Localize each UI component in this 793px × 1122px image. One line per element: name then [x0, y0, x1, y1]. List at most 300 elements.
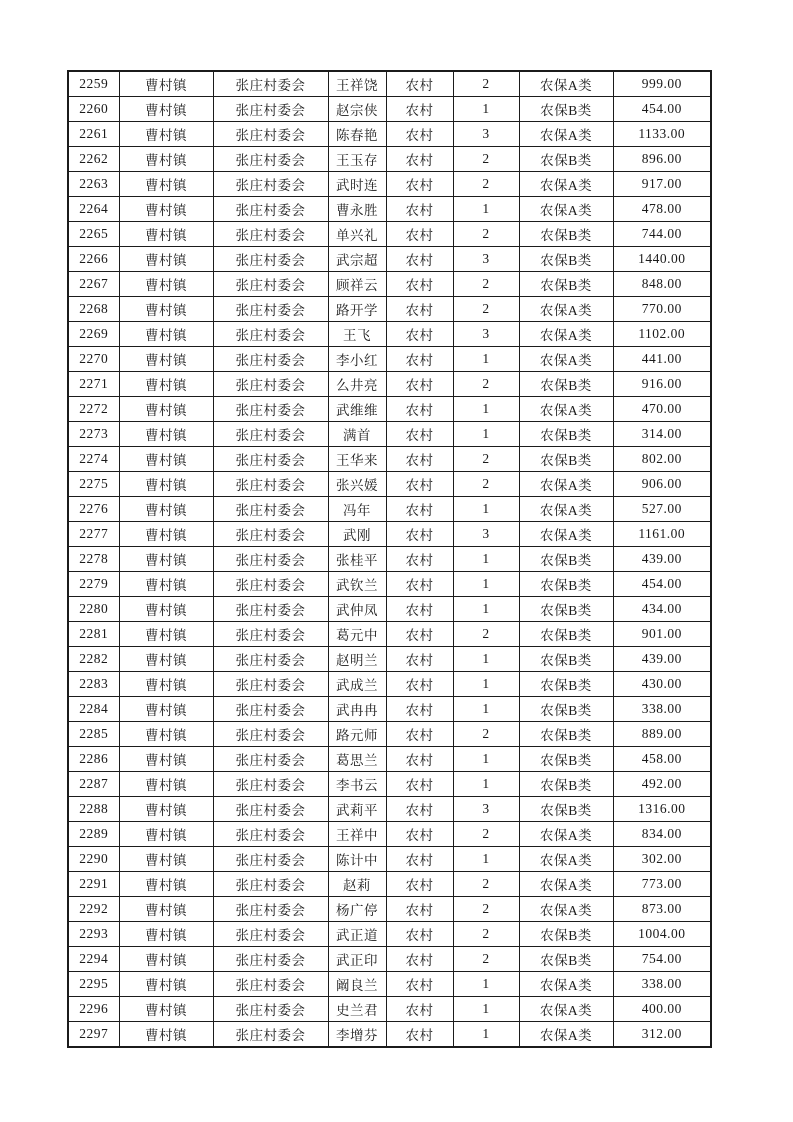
cell-amount: 754.00 [613, 947, 711, 972]
table-row [68, 372, 711, 397]
cell-person-count: 1 [453, 972, 519, 997]
cell-insurance-category: 农保B类 [519, 372, 613, 397]
cell-town: 曹村镇 [119, 172, 213, 197]
cell-person-count: 2 [453, 71, 519, 97]
cell-amount: 430.00 [613, 672, 711, 697]
cell-person-count: 2 [453, 222, 519, 247]
cell-insurance-category: 农保A类 [519, 847, 613, 872]
table-row [68, 347, 711, 372]
cell-person-count: 1 [453, 647, 519, 672]
cell-residence-type: 农村 [386, 272, 453, 297]
cell-person-count: 2 [453, 822, 519, 847]
cell-town: 曹村镇 [119, 722, 213, 747]
cell-person-count: 1 [453, 547, 519, 572]
cell-serial-number: 2267 [68, 272, 119, 297]
cell-town: 曹村镇 [119, 472, 213, 497]
table-row [68, 322, 711, 347]
cell-town: 曹村镇 [119, 247, 213, 272]
cell-person-count: 1 [453, 772, 519, 797]
cell-person-count: 2 [453, 947, 519, 972]
cell-town: 曹村镇 [119, 547, 213, 572]
cell-village-committee: 张庄村委会 [213, 122, 328, 147]
cell-insurance-category: 农保A类 [519, 872, 613, 897]
cell-town: 曹村镇 [119, 847, 213, 872]
cell-person-count: 2 [453, 147, 519, 172]
cell-insurance-category: 农保B类 [519, 697, 613, 722]
cell-village-committee: 张庄村委会 [213, 897, 328, 922]
table-row [68, 797, 711, 822]
table-row [68, 897, 711, 922]
cell-amount: 901.00 [613, 622, 711, 647]
table-row [68, 447, 711, 472]
cell-residence-type: 农村 [386, 847, 453, 872]
cell-serial-number: 2260 [68, 97, 119, 122]
cell-person-count: 2 [453, 722, 519, 747]
cell-village-committee: 张庄村委会 [213, 972, 328, 997]
cell-serial-number: 2296 [68, 997, 119, 1022]
cell-serial-number: 2263 [68, 172, 119, 197]
cell-person-name: 李增芬 [328, 1022, 386, 1048]
cell-person-count: 3 [453, 797, 519, 822]
cell-person-count: 1 [453, 497, 519, 522]
cell-amount: 802.00 [613, 447, 711, 472]
cell-person-name: 单兴礼 [328, 222, 386, 247]
cell-residence-type: 农村 [386, 947, 453, 972]
cell-residence-type: 农村 [386, 622, 453, 647]
cell-serial-number: 2264 [68, 197, 119, 222]
cell-residence-type: 农村 [386, 522, 453, 547]
cell-village-committee: 张庄村委会 [213, 872, 328, 897]
cell-residence-type: 农村 [386, 122, 453, 147]
cell-person-name: 王祥饶 [328, 71, 386, 97]
cell-town: 曹村镇 [119, 322, 213, 347]
table-row [68, 472, 711, 497]
cell-insurance-category: 农保A类 [519, 397, 613, 422]
cell-amount: 744.00 [613, 222, 711, 247]
cell-person-name: 杨广停 [328, 897, 386, 922]
cell-residence-type: 农村 [386, 547, 453, 572]
cell-town: 曹村镇 [119, 772, 213, 797]
cell-person-count: 1 [453, 847, 519, 872]
table-row [68, 872, 711, 897]
cell-town: 曹村镇 [119, 222, 213, 247]
cell-town: 曹村镇 [119, 147, 213, 172]
cell-serial-number: 2284 [68, 697, 119, 722]
cell-residence-type: 农村 [386, 447, 453, 472]
cell-residence-type: 农村 [386, 472, 453, 497]
cell-insurance-category: 农保A类 [519, 122, 613, 147]
cell-town: 曹村镇 [119, 572, 213, 597]
cell-insurance-category: 农保A类 [519, 172, 613, 197]
cell-insurance-category: 农保B类 [519, 947, 613, 972]
cell-person-count: 1 [453, 697, 519, 722]
cell-amount: 1161.00 [613, 522, 711, 547]
cell-town: 曹村镇 [119, 672, 213, 697]
cell-serial-number: 2285 [68, 722, 119, 747]
cell-town: 曹村镇 [119, 447, 213, 472]
table-row [68, 522, 711, 547]
cell-person-name: 葛元中 [328, 622, 386, 647]
cell-serial-number: 2272 [68, 397, 119, 422]
table-row [68, 71, 711, 97]
table-body [68, 71, 711, 1047]
cell-residence-type: 农村 [386, 697, 453, 722]
cell-town: 曹村镇 [119, 622, 213, 647]
table-row [68, 497, 711, 522]
cell-village-committee: 张庄村委会 [213, 797, 328, 822]
cell-town: 曹村镇 [119, 497, 213, 522]
cell-amount: 454.00 [613, 97, 711, 122]
cell-village-committee: 张庄村委会 [213, 697, 328, 722]
cell-village-committee: 张庄村委会 [213, 847, 328, 872]
cell-person-name: 武冉冉 [328, 697, 386, 722]
cell-residence-type: 农村 [386, 97, 453, 122]
table-row [68, 847, 711, 872]
cell-residence-type: 农村 [386, 822, 453, 847]
cell-insurance-category: 农保B类 [519, 547, 613, 572]
cell-person-count: 1 [453, 997, 519, 1022]
cell-insurance-category: 农保A类 [519, 822, 613, 847]
pension-roster-table [67, 70, 712, 1048]
cell-village-committee: 张庄村委会 [213, 947, 328, 972]
cell-person-name: 武宗超 [328, 247, 386, 272]
cell-amount: 527.00 [613, 497, 711, 522]
cell-village-committee: 张庄村委会 [213, 297, 328, 322]
cell-residence-type: 农村 [386, 71, 453, 97]
cell-person-name: 武维维 [328, 397, 386, 422]
cell-person-name: 史兰君 [328, 997, 386, 1022]
cell-village-committee: 张庄村委会 [213, 172, 328, 197]
cell-village-committee: 张庄村委会 [213, 922, 328, 947]
table-row [68, 422, 711, 447]
cell-insurance-category: 农保A类 [519, 522, 613, 547]
cell-insurance-category: 农保B类 [519, 647, 613, 672]
cell-amount: 302.00 [613, 847, 711, 872]
cell-amount: 1316.00 [613, 797, 711, 822]
table-row [68, 97, 711, 122]
cell-amount: 439.00 [613, 547, 711, 572]
cell-amount: 848.00 [613, 272, 711, 297]
cell-insurance-category: 农保B类 [519, 797, 613, 822]
cell-serial-number: 2286 [68, 747, 119, 772]
cell-insurance-category: 农保B类 [519, 622, 613, 647]
cell-amount: 439.00 [613, 647, 711, 672]
cell-serial-number: 2295 [68, 972, 119, 997]
cell-town: 曹村镇 [119, 522, 213, 547]
cell-person-count: 1 [453, 97, 519, 122]
cell-person-name: 王玉存 [328, 147, 386, 172]
cell-amount: 770.00 [613, 297, 711, 322]
table-row [68, 222, 711, 247]
cell-person-count: 1 [453, 397, 519, 422]
cell-town: 曹村镇 [119, 347, 213, 372]
cell-person-name: 阚良兰 [328, 972, 386, 997]
cell-residence-type: 农村 [386, 572, 453, 597]
cell-serial-number: 2274 [68, 447, 119, 472]
cell-residence-type: 农村 [386, 797, 453, 822]
cell-person-name: 李书云 [328, 772, 386, 797]
cell-town: 曹村镇 [119, 797, 213, 822]
cell-serial-number: 2283 [68, 672, 119, 697]
cell-person-count: 1 [453, 672, 519, 697]
cell-insurance-category: 农保A类 [519, 71, 613, 97]
cell-village-committee: 张庄村委会 [213, 672, 328, 697]
cell-residence-type: 农村 [386, 872, 453, 897]
cell-village-committee: 张庄村委会 [213, 647, 328, 672]
cell-serial-number: 2293 [68, 922, 119, 947]
cell-town: 曹村镇 [119, 122, 213, 147]
cell-town: 曹村镇 [119, 897, 213, 922]
cell-amount: 773.00 [613, 872, 711, 897]
cell-amount: 873.00 [613, 897, 711, 922]
cell-serial-number: 2261 [68, 122, 119, 147]
table-row [68, 622, 711, 647]
cell-amount: 434.00 [613, 597, 711, 622]
cell-residence-type: 农村 [386, 922, 453, 947]
cell-village-committee: 张庄村委会 [213, 222, 328, 247]
cell-person-count: 2 [453, 622, 519, 647]
cell-serial-number: 2276 [68, 497, 119, 522]
cell-insurance-category: 农保A类 [519, 897, 613, 922]
cell-person-count: 1 [453, 1022, 519, 1048]
cell-village-committee: 张庄村委会 [213, 422, 328, 447]
cell-town: 曹村镇 [119, 97, 213, 122]
cell-village-committee: 张庄村委会 [213, 322, 328, 347]
cell-town: 曹村镇 [119, 297, 213, 322]
cell-amount: 441.00 [613, 347, 711, 372]
table-row [68, 647, 711, 672]
cell-person-count: 2 [453, 447, 519, 472]
table-row [68, 772, 711, 797]
cell-insurance-category: 农保A类 [519, 322, 613, 347]
cell-residence-type: 农村 [386, 197, 453, 222]
cell-residence-type: 农村 [386, 997, 453, 1022]
table-row [68, 147, 711, 172]
cell-village-committee: 张庄村委会 [213, 822, 328, 847]
cell-insurance-category: 农保B类 [519, 272, 613, 297]
cell-village-committee: 张庄村委会 [213, 71, 328, 97]
cell-village-committee: 张庄村委会 [213, 747, 328, 772]
cell-serial-number: 2279 [68, 572, 119, 597]
cell-residence-type: 农村 [386, 247, 453, 272]
cell-serial-number: 2291 [68, 872, 119, 897]
cell-person-count: 2 [453, 472, 519, 497]
table-row [68, 547, 711, 572]
cell-residence-type: 农村 [386, 147, 453, 172]
cell-person-name: 武正道 [328, 922, 386, 947]
cell-person-name: 路元师 [328, 722, 386, 747]
cell-serial-number: 2288 [68, 797, 119, 822]
cell-town: 曹村镇 [119, 872, 213, 897]
cell-person-name: 陈计中 [328, 847, 386, 872]
cell-town: 曹村镇 [119, 422, 213, 447]
cell-amount: 454.00 [613, 572, 711, 597]
cell-amount: 470.00 [613, 397, 711, 422]
cell-person-name: 么井亮 [328, 372, 386, 397]
cell-person-count: 2 [453, 922, 519, 947]
table-row [68, 597, 711, 622]
table-row [68, 747, 711, 772]
cell-person-name: 武成兰 [328, 672, 386, 697]
cell-person-name: 武仲凤 [328, 597, 386, 622]
cell-amount: 1440.00 [613, 247, 711, 272]
cell-residence-type: 农村 [386, 597, 453, 622]
table-row [68, 997, 711, 1022]
cell-village-committee: 张庄村委会 [213, 197, 328, 222]
cell-residence-type: 农村 [386, 397, 453, 422]
cell-person-count: 1 [453, 197, 519, 222]
cell-amount: 400.00 [613, 997, 711, 1022]
cell-town: 曹村镇 [119, 597, 213, 622]
cell-amount: 338.00 [613, 697, 711, 722]
table-row [68, 722, 711, 747]
cell-insurance-category: 农保B类 [519, 447, 613, 472]
cell-residence-type: 农村 [386, 772, 453, 797]
cell-insurance-category: 农保B类 [519, 222, 613, 247]
table-row [68, 672, 711, 697]
cell-village-committee: 张庄村委会 [213, 1022, 328, 1048]
cell-person-name: 赵明兰 [328, 647, 386, 672]
cell-amount: 478.00 [613, 197, 711, 222]
cell-amount: 916.00 [613, 372, 711, 397]
cell-person-name: 武刚 [328, 522, 386, 547]
cell-person-name: 赵莉 [328, 872, 386, 897]
cell-residence-type: 农村 [386, 297, 453, 322]
cell-insurance-category: 农保B类 [519, 247, 613, 272]
cell-town: 曹村镇 [119, 71, 213, 97]
cell-person-count: 1 [453, 347, 519, 372]
cell-village-committee: 张庄村委会 [213, 272, 328, 297]
cell-serial-number: 2278 [68, 547, 119, 572]
cell-serial-number: 2271 [68, 372, 119, 397]
cell-town: 曹村镇 [119, 197, 213, 222]
cell-village-committee: 张庄村委会 [213, 572, 328, 597]
cell-person-name: 满首 [328, 422, 386, 447]
cell-person-name: 李小红 [328, 347, 386, 372]
cell-insurance-category: 农保B类 [519, 922, 613, 947]
cell-amount: 999.00 [613, 71, 711, 97]
cell-person-name: 王华来 [328, 447, 386, 472]
cell-village-committee: 张庄村委会 [213, 772, 328, 797]
cell-village-committee: 张庄村委会 [213, 472, 328, 497]
cell-town: 曹村镇 [119, 697, 213, 722]
cell-amount: 1004.00 [613, 922, 711, 947]
cell-town: 曹村镇 [119, 972, 213, 997]
cell-insurance-category: 农保A类 [519, 997, 613, 1022]
table-row [68, 922, 711, 947]
cell-serial-number: 2262 [68, 147, 119, 172]
cell-serial-number: 2270 [68, 347, 119, 372]
cell-town: 曹村镇 [119, 822, 213, 847]
cell-person-name: 张兴媛 [328, 472, 386, 497]
cell-residence-type: 农村 [386, 972, 453, 997]
cell-insurance-category: 农保B类 [519, 422, 613, 447]
cell-residence-type: 农村 [386, 372, 453, 397]
cell-serial-number: 2297 [68, 1022, 119, 1048]
cell-serial-number: 2268 [68, 297, 119, 322]
cell-village-committee: 张庄村委会 [213, 372, 328, 397]
cell-person-count: 2 [453, 372, 519, 397]
cell-person-count: 1 [453, 747, 519, 772]
cell-town: 曹村镇 [119, 647, 213, 672]
cell-town: 曹村镇 [119, 747, 213, 772]
cell-insurance-category: 农保A类 [519, 472, 613, 497]
cell-person-count: 3 [453, 522, 519, 547]
cell-person-name: 葛思兰 [328, 747, 386, 772]
cell-insurance-category: 农保B类 [519, 672, 613, 697]
cell-person-name: 赵宗侠 [328, 97, 386, 122]
cell-person-name: 曹永胜 [328, 197, 386, 222]
cell-serial-number: 2281 [68, 622, 119, 647]
cell-serial-number: 2273 [68, 422, 119, 447]
cell-serial-number: 2287 [68, 772, 119, 797]
cell-village-committee: 张庄村委会 [213, 622, 328, 647]
table-row [68, 122, 711, 147]
cell-insurance-category: 农保B类 [519, 597, 613, 622]
cell-village-committee: 张庄村委会 [213, 147, 328, 172]
cell-serial-number: 2289 [68, 822, 119, 847]
cell-amount: 1133.00 [613, 122, 711, 147]
cell-insurance-category: 农保A类 [519, 1022, 613, 1048]
cell-person-name: 陈春艳 [328, 122, 386, 147]
table-row [68, 172, 711, 197]
cell-town: 曹村镇 [119, 1022, 213, 1048]
cell-insurance-category: 农保B类 [519, 772, 613, 797]
table-row [68, 197, 711, 222]
cell-person-count: 2 [453, 297, 519, 322]
cell-serial-number: 2294 [68, 947, 119, 972]
cell-serial-number: 2280 [68, 597, 119, 622]
cell-town: 曹村镇 [119, 922, 213, 947]
cell-serial-number: 2269 [68, 322, 119, 347]
cell-town: 曹村镇 [119, 272, 213, 297]
cell-person-count: 2 [453, 897, 519, 922]
cell-village-committee: 张庄村委会 [213, 497, 328, 522]
cell-person-count: 1 [453, 572, 519, 597]
cell-amount: 314.00 [613, 422, 711, 447]
cell-residence-type: 农村 [386, 422, 453, 447]
table-row [68, 947, 711, 972]
cell-village-committee: 张庄村委会 [213, 597, 328, 622]
cell-village-committee: 张庄村委会 [213, 997, 328, 1022]
cell-residence-type: 农村 [386, 897, 453, 922]
cell-residence-type: 农村 [386, 722, 453, 747]
cell-village-committee: 张庄村委会 [213, 522, 328, 547]
cell-amount: 338.00 [613, 972, 711, 997]
table-row [68, 822, 711, 847]
cell-amount: 458.00 [613, 747, 711, 772]
cell-residence-type: 农村 [386, 172, 453, 197]
cell-amount: 906.00 [613, 472, 711, 497]
cell-person-name: 武时连 [328, 172, 386, 197]
table-row [68, 1022, 711, 1048]
cell-village-committee: 张庄村委会 [213, 347, 328, 372]
table-row [68, 272, 711, 297]
cell-insurance-category: 农保A类 [519, 972, 613, 997]
cell-serial-number: 2275 [68, 472, 119, 497]
cell-person-name: 冯年 [328, 497, 386, 522]
cell-person-count: 2 [453, 272, 519, 297]
cell-person-name: 武莉平 [328, 797, 386, 822]
cell-residence-type: 农村 [386, 497, 453, 522]
cell-town: 曹村镇 [119, 372, 213, 397]
cell-person-count: 3 [453, 122, 519, 147]
cell-person-name: 王祥中 [328, 822, 386, 847]
cell-insurance-category: 农保B类 [519, 722, 613, 747]
cell-person-name: 顾祥云 [328, 272, 386, 297]
cell-town: 曹村镇 [119, 947, 213, 972]
cell-insurance-category: 农保B类 [519, 747, 613, 772]
